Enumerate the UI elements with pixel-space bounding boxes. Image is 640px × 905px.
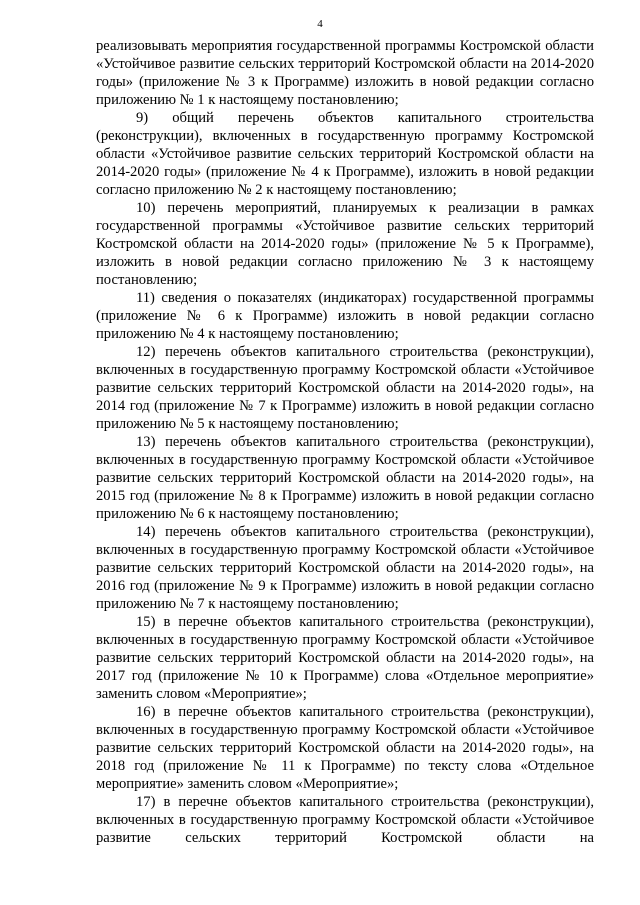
paragraph-item-16: 16) в перечне объектов капитального строительства (реконструкции), включенных в государственную программу Костромской области «Устойчивое развитие сельских территорий Костромской области на 2014-2020 годы», на 2018 год (приложение № 11 к Программе) по тексту слова «Отдельное мероприятие» заменить словом «Мероприятие»;: [96, 704, 594, 792]
paragraph-item-11: 11) сведения о показателях (индикаторах) государственной программы (приложение № 6 к Программе) изложить в новой редакции согласно приложению № 4 к настоящему постановлению;: [96, 290, 594, 342]
paragraph-item-12: 12) перечень объектов капитального строительства (реконструкции), включенных в государственную программу Костромской области «Устойчивое развитие сельских территорий Костромской области на 2014-2020 годы», на 2014 год (приложение № 7 к Программе) изложить в новой редакции согласно приложению № 5 к настоящему постановлению;: [96, 344, 594, 432]
paragraph-continuation: реализовывать мероприятия государственной программы Костромской области «Устойчивое развитие сельских территорий Костромской области на 2014-2020 годы» (приложение № 3 к Программе) изложить в новой редакции согласно приложению № 1 к настоящему постановлению;: [96, 38, 594, 108]
page-number: 4: [317, 18, 323, 30]
paragraph-item-13: 13) перечень объектов капитального строительства (реконструкции), включенных в государственную программу Костромской области «Устойчивое развитие сельских территорий Костромской области на 2014-2020 годы», на 2015 год (приложение № 8 к Программе) изложить в новой редакции согласно приложению № 6 к настоящему постановлению;: [96, 434, 594, 522]
document-body: [96, 37, 594, 847]
paragraph-item-17: 17) в перечне объектов капитального строительства (реконструкции), включенных в государственную программу Костромской области «Устойчивое развитие сельских территорий Костромской области на: [96, 794, 594, 846]
paragraph-item-15: 15) в перечне объектов капитального строительства (реконструкции), включенных в государственную программу Костромской области «Устойчивое развитие сельских территорий Костромской области на 2014-2020 годы», на 2017 год (приложение № 10 к Программе) слова «Отдельное мероприятие» заменить словом «Мероприятие»;: [96, 614, 594, 702]
paragraph-item-10: 10) перечень мероприятий, планируемых к реализации в рамках государственной программы «Устойчивое развитие сельских территорий Костромской области на 2014-2020 годы» (приложение № 5 к Программе), изложить в новой редакции согласно приложению № 3 к настоящему постановлению;: [96, 200, 594, 288]
paragraph-item-9: 9) общий перечень объектов капитального строительства (реконструкции), включенных в государственную программу Костромской области «Устойчивое развитие сельских территорий Костромской области на 2014-2020 годы» (приложение № 4 к Программе), изложить в новой редакции согласно приложению № 2 к настоящему постановлению;: [96, 110, 594, 198]
paragraph-item-14: 14) перечень объектов капитального строительства (реконструкции), включенных в государственную программу Костромской области «Устойчивое развитие сельских территорий Костромской области на 2014-2020 годы», на 2016 год (приложение № 9 к Программе) изложить в новой редакции согласно приложению № 7 к настоящему постановлению;: [96, 524, 594, 612]
